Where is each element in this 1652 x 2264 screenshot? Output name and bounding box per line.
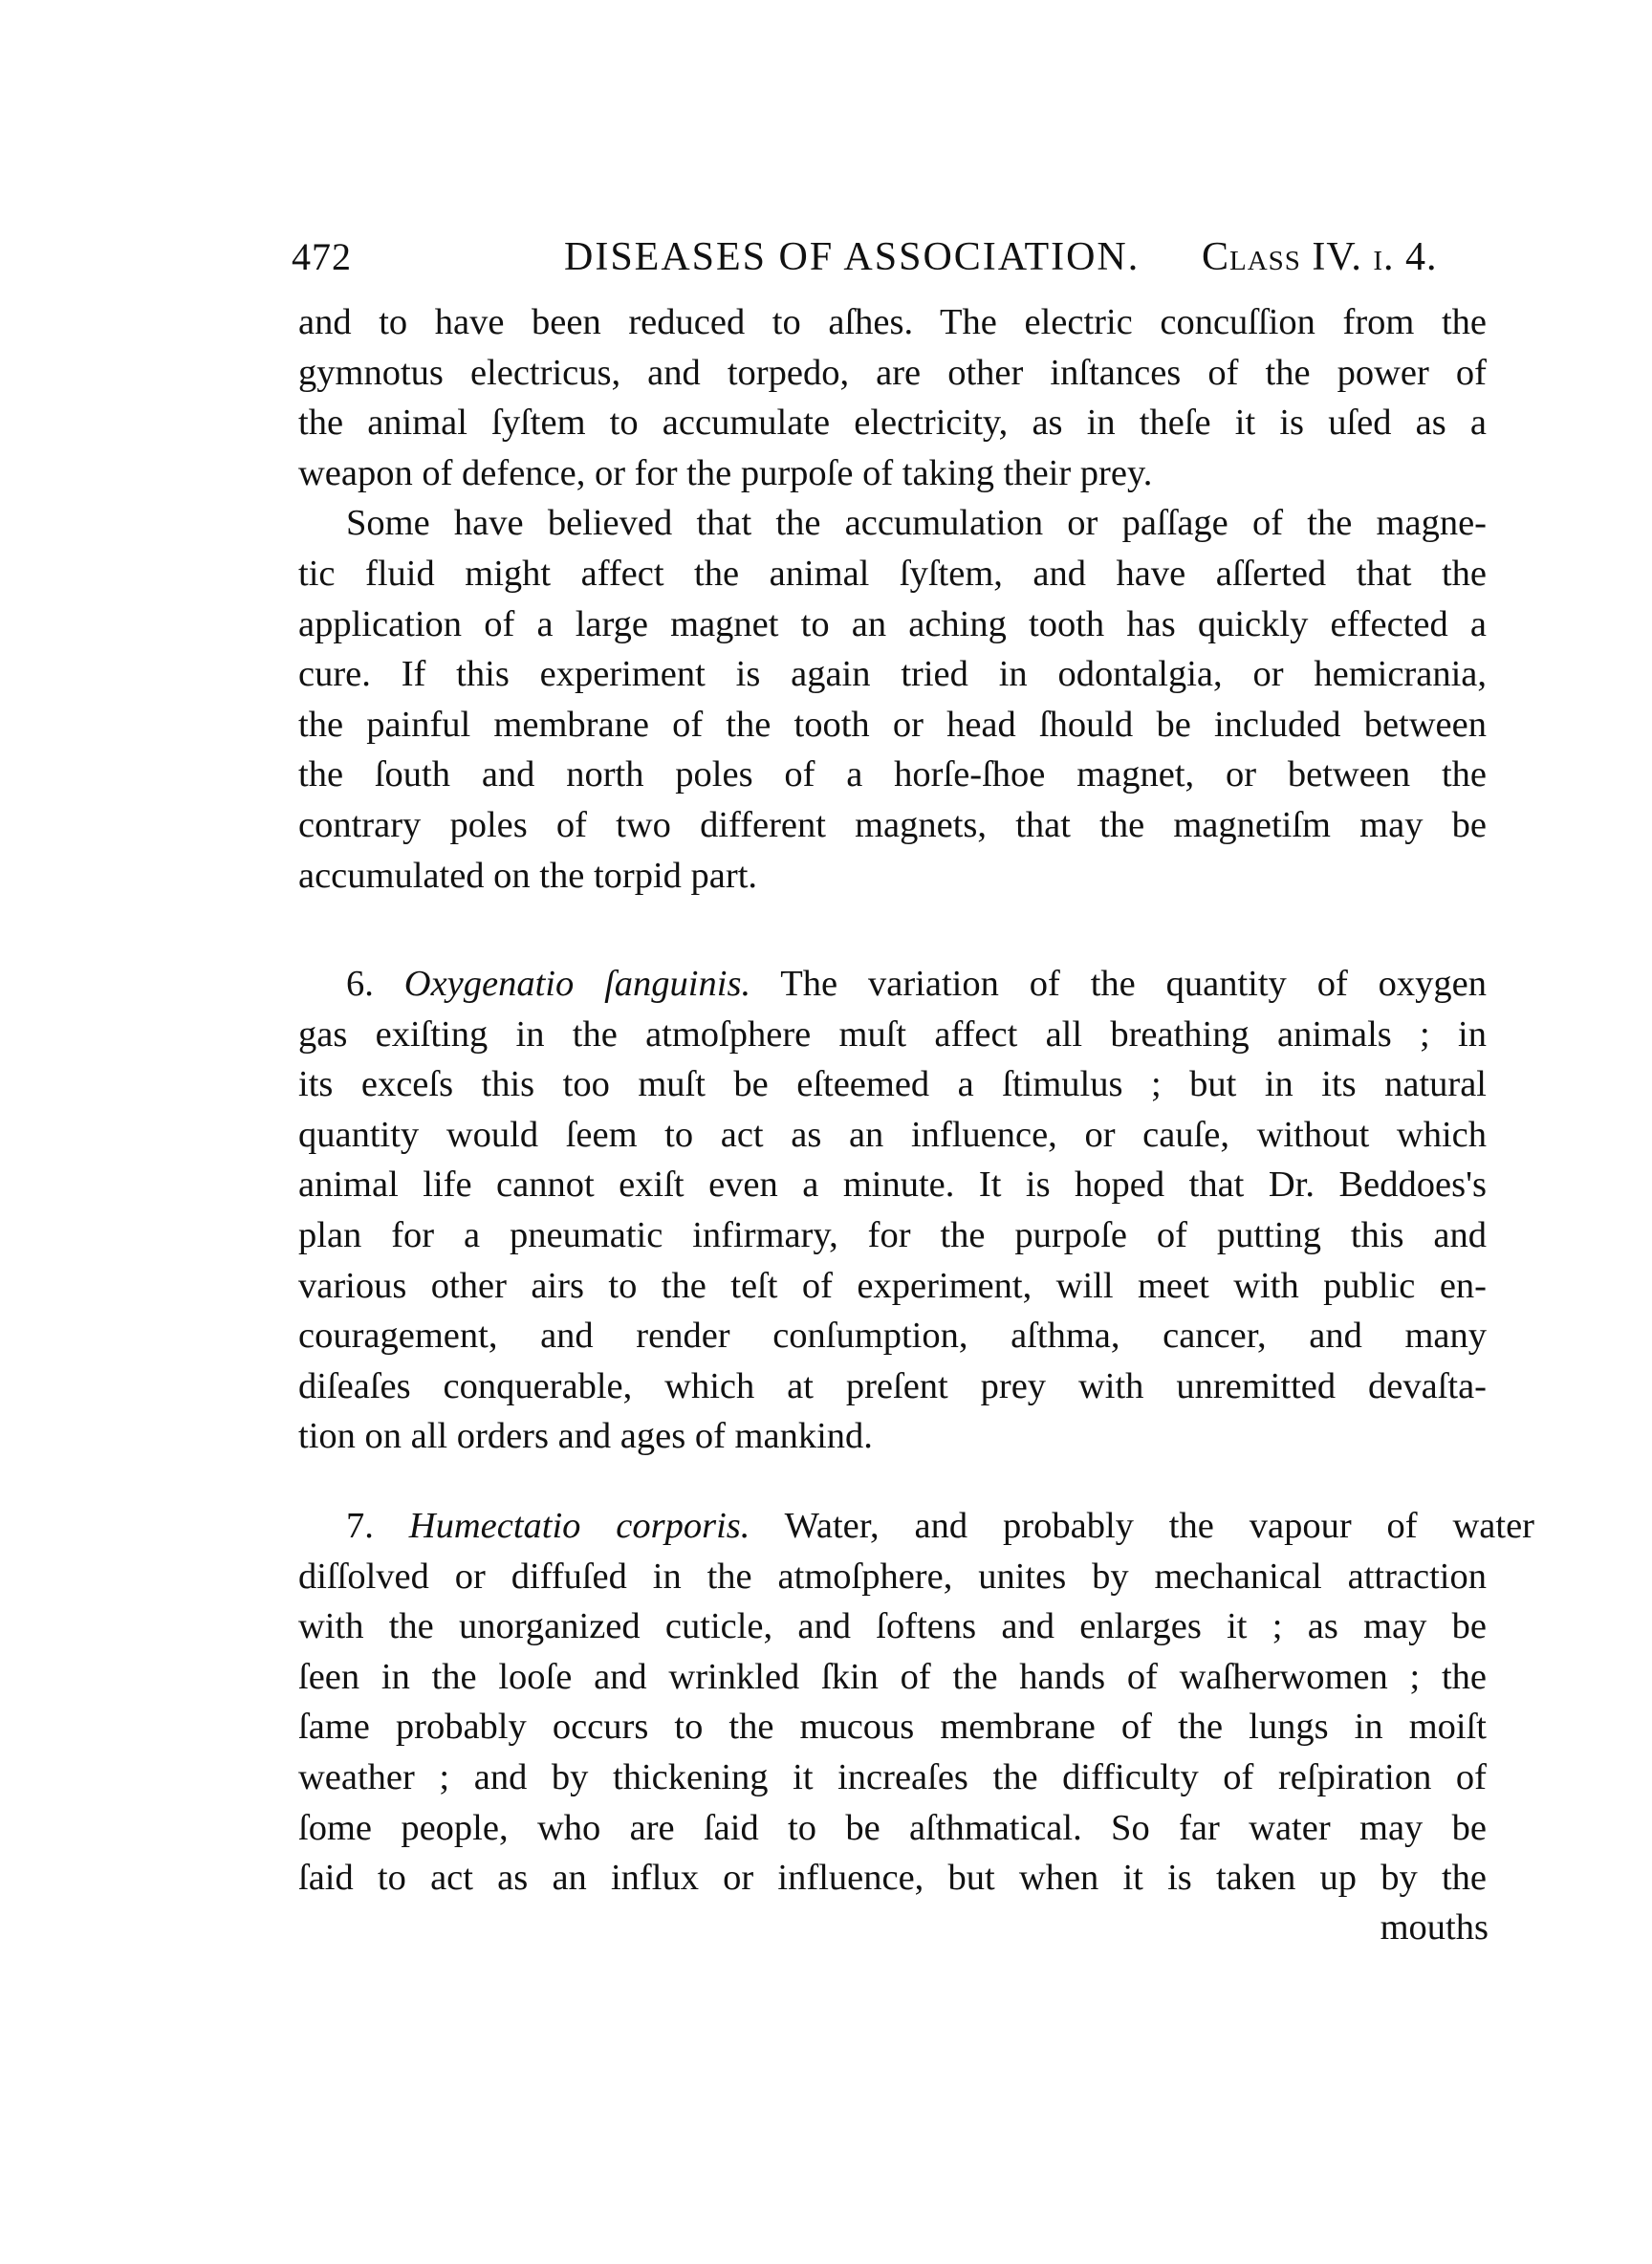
text-line: ſame probably occurs to the mucous membrane of the lungs in moiſt bbox=[298, 1707, 1487, 1748]
text-line: couragement, and render conſumption, aſthma, cancer, and many bbox=[298, 1316, 1487, 1357]
text-line: the animal ſyſtem to accumulate electricity, as in theſe it is uſed as a bbox=[298, 403, 1487, 444]
text-line: cure. If this experiment is again tried in odontalgia, or hemicrania, bbox=[298, 654, 1487, 695]
section-heading-line bbox=[298, 959, 1487, 1010]
text-line: ſome people, who are ſaid to be aſthmatical. So far water may be bbox=[298, 1807, 1487, 1848]
section-number: 7. bbox=[346, 1506, 374, 1546]
text-line: tic fluid might affect the animal ſyſtem, and have aſſerted that the bbox=[298, 553, 1487, 594]
text-line: diſſolved or diffuſed in the atmoſphere, unites by mechanical attraction bbox=[298, 1556, 1487, 1597]
text-line: tion on all orders and ages of mankind. bbox=[298, 1416, 873, 1457]
text-line: weather ; and by thickening it increaſes the difficulty of reſpiration of bbox=[298, 1756, 1487, 1797]
text-line: accumulated on the torpid part. bbox=[298, 855, 758, 896]
text-fragment: Water, and probably the vapour of water bbox=[784, 1506, 1534, 1546]
text-line: application of a large magnet to an aching tooth has quickly effected a bbox=[298, 603, 1487, 644]
text-line: ſaid to act as an influx or influence, but when it is taken up by the bbox=[298, 1858, 1487, 1899]
section-reference: Class IV. i. 4. bbox=[1202, 235, 1438, 279]
text-line: various other airs to the teſt of experiment, will meet with public en- bbox=[298, 1265, 1487, 1306]
text-line: diſeaſes conquerable, which at preſent prey with unremitted devaſta- bbox=[298, 1365, 1487, 1406]
running-head bbox=[0, 233, 1652, 281]
text-line: the ſouth and north poles of a horſe-ſhoe magnet, or between the bbox=[298, 754, 1487, 795]
text-line: and to have been reduced to aſhes. The electric concuſſion from the bbox=[298, 302, 1487, 342]
paragraph-humectatio-corporis bbox=[298, 1501, 1534, 1904]
text-line: Some have believed that the accumulation or paſſage of the magne- bbox=[346, 503, 1487, 544]
text-line: with the unorganized cuticle, and ſoftens and enlarges it ; as may be bbox=[298, 1606, 1487, 1647]
text-line: gas exiſting in the atmoſphere muſt affect all breathing animals ; in bbox=[298, 1013, 1487, 1055]
text-line: ſeen in the looſe and wrinkled ſkin of the hands of waſherwomen ; the bbox=[298, 1656, 1487, 1697]
running-title: DISEASES OF ASSOCIATION. bbox=[564, 235, 1141, 279]
page-number: 472 bbox=[292, 235, 352, 278]
section-number: 6. bbox=[346, 964, 374, 1004]
text-line: gymnotus electricus, and torpedo, are other inſtances of the power of bbox=[298, 352, 1487, 393]
text-line: animal life cannot exiſt even a minute. It is hoped that Dr. Beddoes's bbox=[298, 1165, 1487, 1206]
catchword: mouths bbox=[1380, 1907, 1489, 1948]
paragraph-oxygenatio-sanguinis bbox=[298, 959, 1487, 1462]
text-line: plan for a pneumatic infirmary, for the purpoſe of putting this and bbox=[298, 1214, 1487, 1255]
section-term: Oxygenatio ſanguinis. bbox=[403, 964, 751, 1004]
text-line: its exceſs this too muſt be eſteemed a ſtimulus ; but in its natural bbox=[298, 1064, 1487, 1105]
text-fragment: The variation of the quantity of oxygen bbox=[780, 964, 1487, 1004]
section-heading-line bbox=[298, 1501, 1534, 1552]
text-line: the painful membrane of the tooth or head ſhould be included between bbox=[298, 704, 1487, 745]
paragraph-electricity-magnetism bbox=[298, 297, 1487, 901]
text-line: contrary poles of two different magnets, that the magnetiſm may be bbox=[298, 804, 1487, 845]
section-term: Humectatio corporis. bbox=[408, 1506, 750, 1546]
text-line: weapon of defence, or for the purpoſe of taking their prey. bbox=[298, 452, 1153, 493]
text-line: quantity would ſeem to act as an influence, or cauſe, without which bbox=[298, 1114, 1487, 1155]
